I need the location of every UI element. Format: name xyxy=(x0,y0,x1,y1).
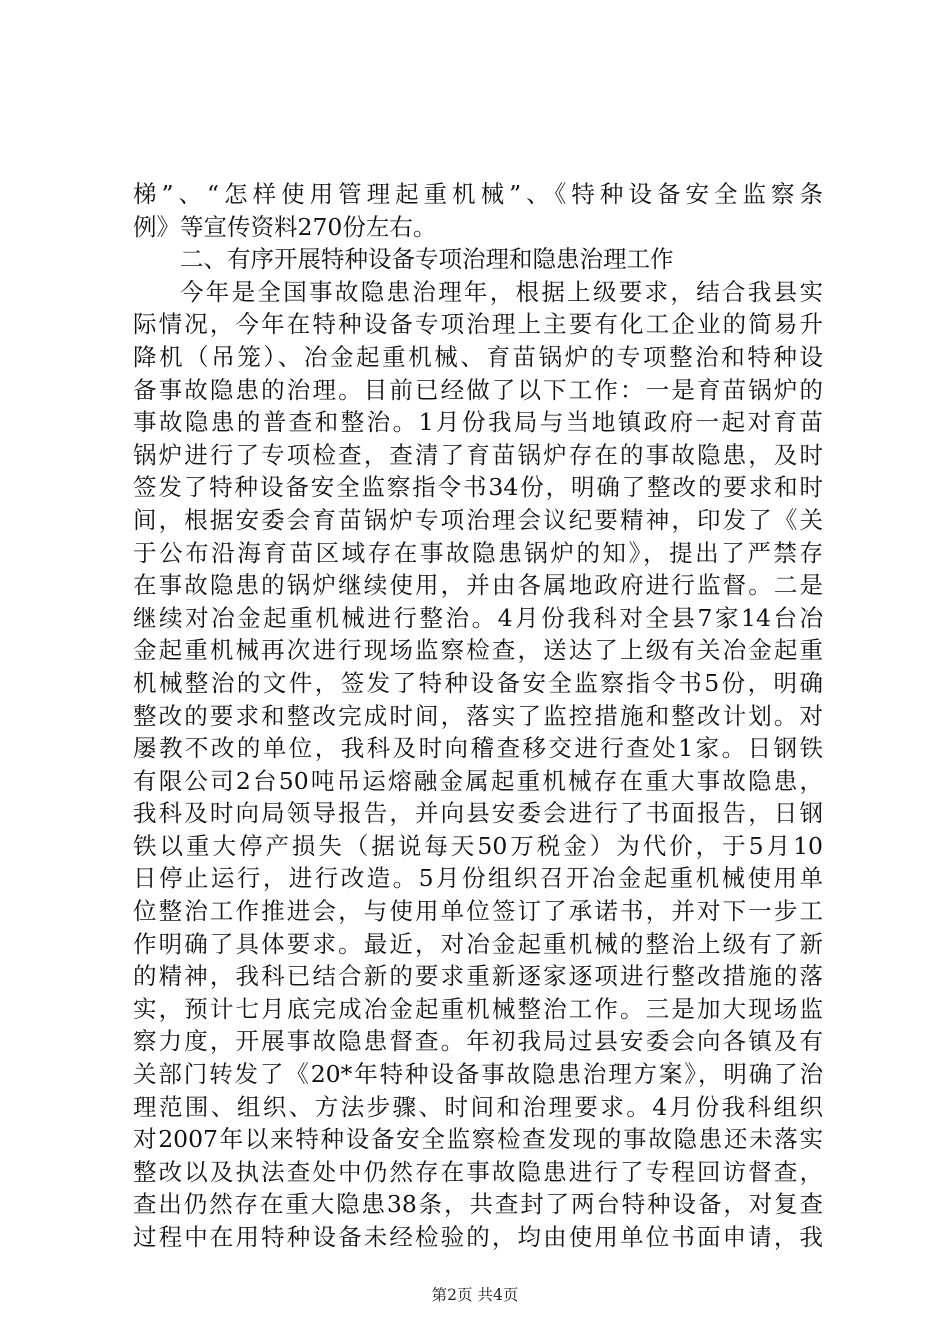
text-line: 机械整治的文件，签发了特种设备安全监察指令书5份，明确 xyxy=(133,668,823,697)
text-line: 签发了特种设备安全监察指令书34份，明确了整改的要求和时 xyxy=(133,473,823,502)
text-line: 屡教不改的单位，我科及时向稽查移交进行查处1家。日钢铁 xyxy=(133,734,823,763)
text-line: 日停止运行，进行改造。5月份组织召开冶金起重机械使用单 xyxy=(133,864,823,893)
text-line: 在事故隐患的锅炉继续使用，并由各属地政府进行监督。二是 xyxy=(133,571,823,600)
text-line: 过程中在用特种设备未经检验的，均由使用单位书面申请，我 xyxy=(133,1223,823,1251)
text-line: 于公布沿海育苗区域存在事故隐患锅炉的知》，提出了严禁存 xyxy=(133,538,823,567)
text-line: 察力度，开展事故隐患督查。年初我局过县安委会向各镇及有 xyxy=(133,1027,823,1056)
text-line: 锅炉进行了专项检查，查清了育苗锅炉存在的事故隐患，及时 xyxy=(133,440,823,469)
text-line: 理范围、组织、方法步骤、时间和治理要求。4月份我科组织 xyxy=(133,1092,823,1121)
text-line: 实，预计七月底完成冶金起重机械整治工作。三是加大现场监 xyxy=(133,994,823,1023)
text-line: 作明确了具体要求。最近，对冶金起重机械的整治上级有了新 xyxy=(133,929,823,958)
text-line: 铁以重大停产损失（据说每天50万税金）为代价，于5月10 xyxy=(133,831,823,860)
text-line: 的精神，我科已结合新的要求重新逐家逐项进行整改措施的落 xyxy=(133,962,823,991)
text-line: 对2007年以来特种设备安全监察检查发现的事故隐患还未落实 xyxy=(133,1125,823,1154)
text-line: 金起重机械再次进行现场监察检查，送达了上级有关冶金起重 xyxy=(133,636,823,665)
text-line: 例》等宣传资料270份左右。 xyxy=(133,212,437,241)
body-text xyxy=(133,178,823,1254)
text-line: 查出仍然存在重大隐患38条，共查封了两台特种设备，对复查 xyxy=(133,1190,823,1219)
text-line: 今年是全国事故隐患治理年，根据上级要求，结合我县实 xyxy=(180,277,823,306)
text-line: 间，根据安委会育苗锅炉专项治理会议纪要精神，印发了《关 xyxy=(133,505,823,534)
page-number-footer: 第2页 共4页 xyxy=(431,1286,519,1304)
text-line: 整改以及执法查处中仍然存在事故隐患进行了专程回访督查， xyxy=(133,1157,823,1186)
text-line: 继续对冶金起重机械进行整治。4月份我科对全县7家14台冶 xyxy=(133,603,823,632)
text-line: 备事故隐患的治理。目前已经做了以下工作：一是育苗锅炉的 xyxy=(133,375,823,404)
text-line: 二、有序开展特种设备专项治理和隐患治理工作 xyxy=(180,245,674,274)
text-line: 事故隐患的普查和整治。1月份我局与当地镇政府一起对育苗 xyxy=(133,408,823,437)
text-line: 梯”、“怎样使用管理起重机械”、《特种设备安全监察条 xyxy=(133,180,823,208)
text-line: 位整治工作推进会，与使用单位签订了承诺书，并对下一步工 xyxy=(133,897,823,926)
text-line: 降机（吊笼）、冶金起重机械、育苗锅炉的专项整治和特种设 xyxy=(133,342,823,371)
text-line: 我科及时向局领导报告，并向县安委会进行了书面报告，日钢 xyxy=(133,799,823,828)
text-line: 关部门转发了《20*年特种设备事故隐患治理方案》，明确了治 xyxy=(133,1060,823,1089)
text-line: 整改的要求和整改完成时间，落实了监控措施和整改计划。对 xyxy=(133,701,823,730)
text-line: 有限公司2台50吨吊运熔融金属起重机械存在重大事故隐患， xyxy=(133,766,823,795)
text-line: 际情况，今年在特种设备专项治理上主要有化工企业的简易升 xyxy=(133,310,823,339)
